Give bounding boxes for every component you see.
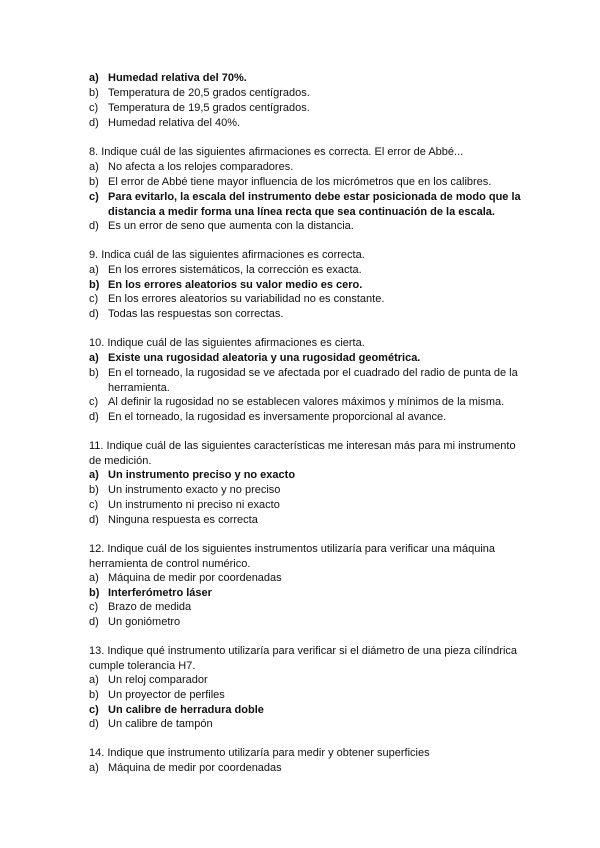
option-text: Un calibre de herradura doble <box>108 704 264 716</box>
option-text: El error de Abbé tiene mayor influencia de los micrómetros que en los calibres. <box>108 176 492 188</box>
question-10-prompt: 10. Indique cuál de las siguientes afirmaciones es cierta. <box>89 337 365 349</box>
q7-option-b <box>89 86 529 101</box>
option-text: Para evitarlo, la escala del instrumento debe estar posicionada de modo que la distancia a medir forma una línea recta que sea continuación de la escala. <box>108 191 521 218</box>
option-text: Un proyector de perfiles <box>108 689 225 701</box>
question-8-prompt: 8. Indique cuál de las siguientes afirmaciones es correcta. El error de Abbé... <box>89 146 464 158</box>
q13-option-c <box>89 703 529 718</box>
option-letter: d) <box>89 514 99 526</box>
option-letter: a) <box>89 572 99 584</box>
option-text: Humedad relativa del 40%. <box>108 117 241 129</box>
option-letter: c) <box>89 499 99 511</box>
option-letter: c) <box>89 704 99 716</box>
option-text: En el torneado, la rugosidad es inversamente proporcional al avance. <box>108 411 447 423</box>
option-letter: b) <box>89 367 99 379</box>
option-letter: a) <box>89 72 99 84</box>
q7-option-c <box>89 101 529 116</box>
option-letter: c) <box>89 601 99 613</box>
q10-option-b <box>89 366 529 395</box>
option-text: Temperatura de 19,5 grados centígrados. <box>108 102 310 114</box>
option-letter: d) <box>89 220 99 232</box>
option-text: Al definir la rugosidad no se establecen valores máximos y mínimos de la misma. <box>108 396 505 408</box>
option-letter: a) <box>89 469 99 481</box>
option-letter: a) <box>89 762 99 774</box>
option-letter: d) <box>89 117 99 129</box>
option-text: Interferómetro láser <box>108 587 212 599</box>
q9-option-d <box>89 307 529 322</box>
q7-option-d <box>89 116 529 131</box>
option-letter: a) <box>89 161 99 173</box>
option-letter: b) <box>89 587 100 599</box>
q10-option-c <box>89 395 529 410</box>
question-13-prompt: 13. Indique qué instrumento utilizaría para verificar si el diámetro de una pieza cilíndrica cumple tolerancia H7. <box>89 645 518 672</box>
q9-option-b <box>89 278 529 293</box>
option-text: Todas las respuestas son correctas. <box>108 308 284 320</box>
option-text: Un reloj comparador <box>108 674 208 686</box>
q9-option-a <box>89 263 529 278</box>
q12-option-c <box>89 600 529 615</box>
option-text: Brazo de medida <box>108 601 192 613</box>
q13-option-d <box>89 717 529 732</box>
option-text: Temperatura de 20,5 grados centígrados. <box>108 87 310 99</box>
option-text: No afecta a los relojes comparadores. <box>108 161 294 173</box>
option-letter: c) <box>89 293 99 305</box>
option-letter: d) <box>89 616 99 628</box>
option-letter: b) <box>89 484 99 496</box>
q10-option-a <box>89 351 529 366</box>
q13-option-a <box>89 673 529 688</box>
q8-option-b <box>89 175 529 190</box>
option-text: En el torneado, la rugosidad se ve afectada por el cuadrado del radio de punta de la herramienta. <box>108 367 518 394</box>
option-letter: b) <box>89 176 99 188</box>
option-letter: c) <box>89 191 99 203</box>
q14-option-a <box>89 761 529 776</box>
q11-option-d <box>89 513 529 528</box>
option-letter: d) <box>89 411 99 423</box>
option-text: Humedad relativa del 70%. <box>108 72 247 84</box>
q13-option-b <box>89 688 529 703</box>
q8-option-d <box>89 219 529 234</box>
option-letter: c) <box>89 396 99 408</box>
q12-option-b <box>89 586 529 601</box>
option-letter: a) <box>89 352 99 364</box>
question-14-prompt: 14. Indique que instrumento utilizaría para medir y obtener superficies <box>89 747 430 759</box>
option-text: Un instrumento exacto y no preciso <box>108 484 281 496</box>
option-letter: b) <box>89 689 99 701</box>
q11-option-b <box>89 483 529 498</box>
option-letter: a) <box>89 264 99 276</box>
question-9-prompt: 9. Indica cuál de las siguientes afirmaciones es correcta. <box>89 249 365 261</box>
option-text: Existe una rugosidad aleatoria y una rugosidad geométrica. <box>108 352 421 364</box>
option-text: Es un error de seno que aumenta con la distancia. <box>108 220 354 232</box>
q9-option-c <box>89 292 529 307</box>
q8-option-a <box>89 160 529 175</box>
option-text: Un calibre de tampón <box>108 718 213 730</box>
option-letter: b) <box>89 279 100 291</box>
option-text: Máquina de medir por coordenadas <box>108 572 282 584</box>
option-letter: b) <box>89 87 99 99</box>
q11-option-a <box>89 468 529 483</box>
option-text: Un goniómetro <box>108 616 181 628</box>
option-text: En los errores aleatorios su variabilidad no es constante. <box>108 293 385 305</box>
option-letter: d) <box>89 308 99 320</box>
option-letter: c) <box>89 102 99 114</box>
option-letter: d) <box>89 718 99 730</box>
option-text: Un instrumento preciso y no exacto <box>108 469 296 481</box>
option-text: En los errores aleatorios su valor medio es cero. <box>108 279 363 291</box>
option-text: Un instrumento ni preciso ni exacto <box>108 499 280 511</box>
option-text: Máquina de medir por coordenadas <box>108 762 282 774</box>
q12-option-a <box>89 571 529 586</box>
question-11-prompt: 11. Indique cuál de las siguientes características me interesan más para mi instrumento de medición. <box>89 440 516 467</box>
q10-option-d <box>89 410 529 425</box>
q7-option-a <box>89 71 529 86</box>
option-text: En los errores sistemáticos, la corrección es exacta. <box>108 264 362 276</box>
q8-option-c <box>89 190 529 219</box>
q11-option-c <box>89 498 529 513</box>
option-text: Ninguna respuesta es correcta <box>108 514 258 526</box>
q12-option-d <box>89 615 529 630</box>
question-12-prompt: 12. Indique cuál de los siguientes instrumentos utilizaría para verificar una máquina herramienta de control numérico. <box>89 543 496 570</box>
option-letter: a) <box>89 674 99 686</box>
